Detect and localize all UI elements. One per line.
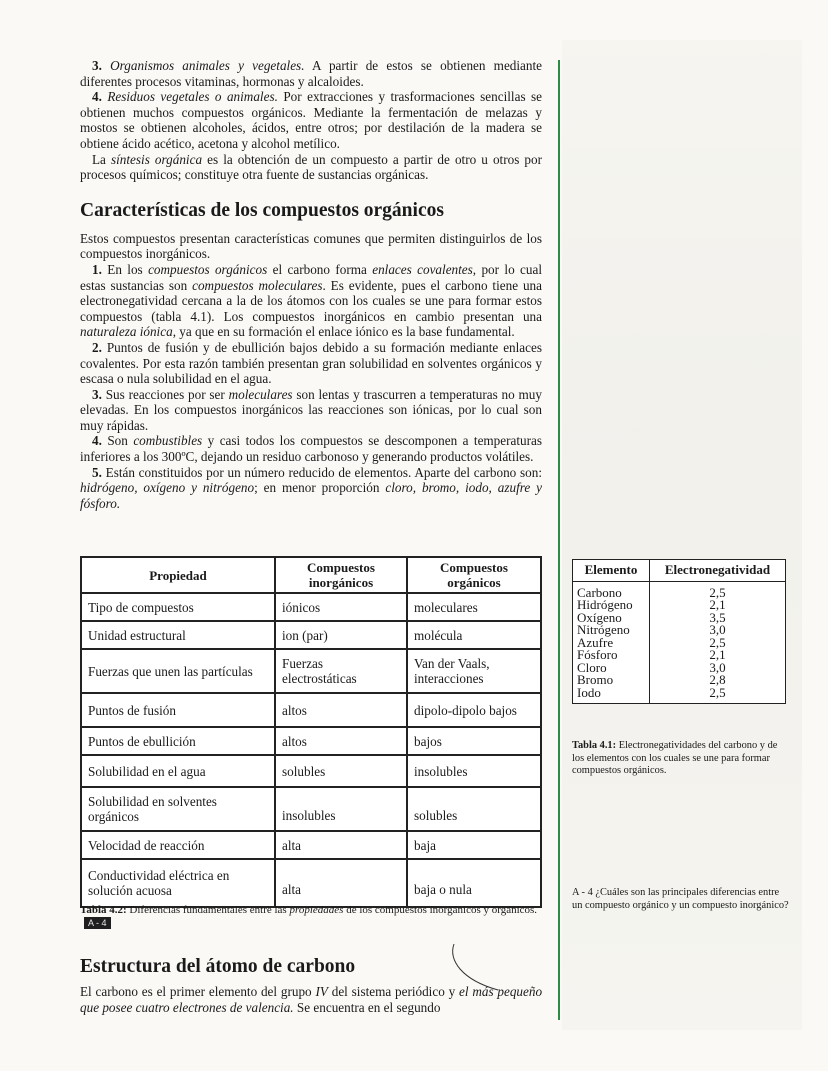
activity-badge: A - 4 [84,917,111,929]
electronegativity-value: 3,0 [709,622,726,637]
element-name: Bromo [577,672,614,687]
organic-cell: insolubles [407,755,541,787]
main-column [80,58,542,511]
section-2-text [80,984,542,1015]
element-name: Fósforo [577,647,618,662]
cell-text: solubles [414,807,458,823]
inorganic-cell: altos [275,727,407,755]
section-heading: Estructura del átomo de carbono [80,956,356,977]
inorganic-cell: altos [275,693,407,727]
section-heading: Características de los compuestos orgánicos [80,199,444,221]
electronegativity-table [572,559,786,704]
margin-background [562,40,802,1030]
table-4-2-caption [80,904,542,930]
inorganic-cell [275,859,407,907]
property-cell: Fuerzas que unen las partículas [81,649,275,693]
item-text: A partir de estos se obtienen mediante diferentes procesos vitaminas, hormonas y alcaloides. [80,58,543,89]
element-name: Carbono [577,584,622,600]
paragraph-item-4 [80,89,542,151]
cell-text: alta [282,881,302,897]
inorganic-cell: alta [275,831,407,859]
table-row [81,755,541,787]
term: compuestos orgánicos [148,261,268,277]
item-title: Residuos vegetales o animales. [107,89,278,105]
text: del sistema periódico y [331,984,456,999]
electronegativity-value: 2,5 [709,634,726,650]
element-name: Hidrógeno [577,597,633,612]
element-list [573,581,650,704]
column-header: Compuestos inorgánicos [275,557,407,593]
cell-text: baja o nula [414,881,472,897]
element-name: Oxígeno [577,609,622,625]
organic-cell: moleculares [407,593,541,621]
value-list [649,581,785,704]
table-4-1-caption [572,740,790,778]
table-row [81,831,541,859]
text: Se encuentra en el segundo [296,999,441,1015]
item-number: 3. [92,58,102,73]
term: cloro, bromo, iodo, azufre y fósforo. [80,480,542,511]
inorganic-cell [275,787,407,831]
table-row [81,859,541,907]
column-header: Electronegatividad [649,560,785,582]
caption-text: Electronegatividades del carbono y de los elementos con los cuales se une para formar compuestos orgánicos. [572,740,778,776]
electronegativity-value: 3,0 [709,659,726,675]
inorganic-cell: Fuerzas electrostáticas [275,649,407,693]
paragraph [80,984,542,1015]
electronegativity-value: 3,5 [709,609,726,625]
property-cell: Conductividad eléctrica en solución acuosa [81,859,275,907]
review-question: A - 4 ¿Cuáles son las principales diferencias entre un compuesto orgánico y un compuesto inorgánico? [572,887,789,911]
section-intro: Estos compuestos presentan características comunes que permiten distinguirlos de los compuestos inorgánicos. [80,230,542,262]
property-cell: Puntos de fusión [81,693,275,727]
term: el más pequeño que posee cuatro electrones de valencia. [80,984,543,1015]
electronegativity-value: 2,8 [709,672,726,687]
element-name: Iodo [577,684,601,700]
element-name: Cloro [577,659,607,675]
table-row [573,581,786,704]
text: , ya que en su formación el enlace iónico es la base fundamental. [172,324,515,340]
text: La [92,151,106,167]
caption-label: Tabla 4.1: [572,740,617,751]
characteristic-1 [80,262,542,340]
item-text: Por extracciones y trasformaciones sencillas se obtienen muchos compuestos orgánicos. Mediante la fermentación de melazas y mostos se obtienen alcoholes, ácidos, entre otros; por destilación de la madera se obtiene ácido acético, acetona y alcohol metílico. [80,89,543,151]
term: naturaleza iónica [80,324,173,340]
organic-cell: molécula [407,621,541,649]
text: El carbono es el primer elemento del grupo [80,984,312,999]
table-row [81,787,541,831]
property-cell: Tipo de compuestos [81,593,275,621]
characteristic-3 [80,387,542,434]
cell-text: insolubles [282,807,336,823]
organic-cell [407,859,541,907]
term: combustibles [133,433,203,449]
characteristic-2 [80,340,542,387]
property-cell: Puntos de ebullición [81,727,275,755]
paragraph-item-3 [80,58,542,89]
organic-cell: baja [407,831,541,859]
term: hidrógeno, oxígeno y nitrógeno [80,480,255,496]
electronegativity-value: 2,1 [709,647,726,662]
element-name: Nitrógeno [577,622,630,637]
table-row [81,727,541,755]
text: son lentas y trascurren a temperaturas no muy elevadas. En los compuestos inorgánicos las reacciones son iónicas, por lo cual son muy rápidas. [80,386,542,433]
table-row [81,649,541,693]
text: ; en menor proporción [254,480,380,496]
characteristic-5 [80,465,542,512]
paragraph-synthesis [80,152,542,183]
text: Sus reacciones por ser [105,386,225,402]
term: compuestos moleculares [192,277,323,293]
term: enlaces covalentes [372,261,473,277]
item-number: 5. [92,464,102,480]
text: y casi todos los compuestos se descomponen a temperaturas inferiores a los 300ºC, dejando un residuo carbonoso y generando productos volátiles. [80,433,543,465]
term: IV [315,984,328,999]
organic-cell: dipolo-dipolo bajos [407,693,541,727]
term: moleculares [228,386,293,402]
electronegativity-value: 2,1 [709,597,726,612]
text: es la obtención de un compuesto a partir de otro u otros por procesos químicos; constituye otra fuente de sustancias orgánicas. [80,151,542,183]
item-title: Organismos animales y vegetales. [110,58,305,73]
electronegativity-value: 2,5 [709,584,726,600]
column-header: Elemento [573,560,650,582]
organic-cell [407,787,541,831]
text: Puntos de fusión y de ebullición bajos debido a su formación mediante enlaces covalentes. Por esta razón también presentan gran solubilidad en solventes orgánicos y escasa o nula solubilidad en el agua. [80,339,542,387]
item-number: 4. [92,89,102,105]
table-row [81,593,541,621]
property-cell: Unidad estructural [81,621,275,649]
property-cell: Solubilidad en solventes orgánicos [81,787,275,831]
inorganic-cell: solubles [275,755,407,787]
organic-cell: Van der Vaals, interacciones [407,649,541,693]
electronegativity-value: 2,5 [709,684,726,700]
text: Están constituidos por un número reducido de elementos. Aparte del carbono son: [105,464,543,480]
column-divider [558,60,560,1020]
property-cell: Velocidad de reacción [81,831,275,859]
property-cell: Solubilidad en el agua [81,755,275,787]
table-row [81,621,541,649]
organic-cell: bajos [407,727,541,755]
column-header: Propiedad [81,557,275,593]
column-header: Compuestos orgánicos [407,557,541,593]
element-name: Azufre [577,634,614,650]
properties-table [80,556,542,908]
caption-text: de los compuestos inorgánicos y orgánicos. [346,904,538,916]
text: el carbono forma [272,261,367,277]
item-number: 1. [92,261,102,277]
item-number: 2. [92,339,102,355]
characteristic-4 [80,433,542,464]
text: En los [107,261,143,277]
caption-text: Diferencias fundamentales entre las [129,904,287,916]
term: síntesis orgánica [111,151,203,167]
inorganic-cell: iónicos [275,593,407,621]
caption-term: propiedades [289,904,344,916]
item-number: 3. [92,386,102,402]
text: , por lo cual estas sustancias son [80,261,543,293]
table-header-row [81,557,541,593]
item-number: 4. [92,433,102,449]
text: . Es evidente, pues el carbono tiene una electronegatividad cercana a la de los átomos con los cuales se une para formar estos compuestos (tabla 4.1). Los compuestos inorgánicos en cambio presentan una [80,277,542,324]
table-header-row [573,560,786,582]
text: Son [107,433,128,449]
table-row [81,693,541,727]
caption-label: Tabla 4.2: [80,904,127,916]
inorganic-cell: ion (par) [275,621,407,649]
